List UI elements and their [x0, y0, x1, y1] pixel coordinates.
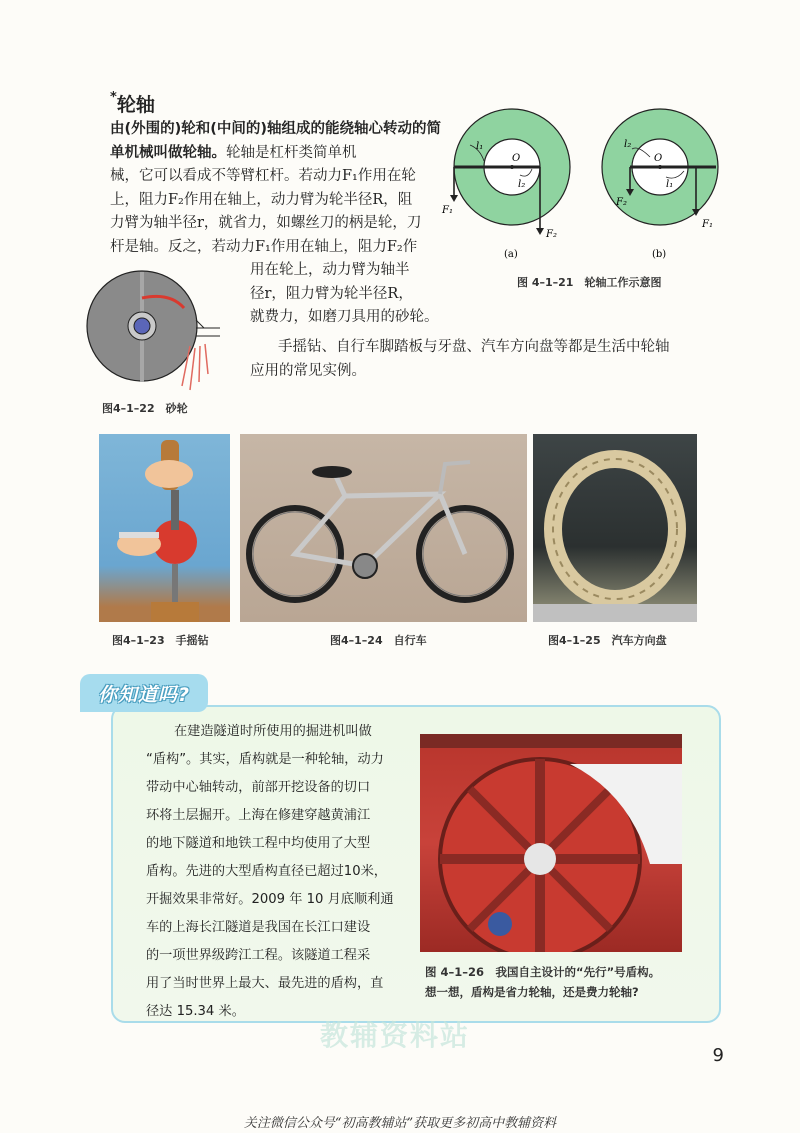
hand-drill-photo	[99, 434, 230, 622]
paragraph-line: 力臂为轴半径r，就省力，如螺丝刀的柄是轮，刀	[110, 215, 422, 231]
figure-caption: 图4–1–25 汽车方向盘	[548, 634, 667, 647]
figure-caption: 图4–1–24 自行车	[330, 634, 427, 647]
paragraph-line: 械，它可以看成不等臂杠杆。若动力F₁作用在轮	[110, 168, 416, 184]
diagram-b-label: (b)	[652, 249, 667, 260]
diagram-a-l2: l₂	[518, 179, 526, 190]
wheel-axle-diagram	[440, 105, 730, 265]
text-line: 径达 15.34 米。	[146, 1004, 245, 1019]
diagram-a-l1: l₁	[476, 141, 484, 152]
paragraph-line: 应用的常见实例。	[250, 362, 366, 379]
diagram-a	[450, 109, 570, 235]
paragraph-line: 轮轴是杠杆类简单机	[226, 144, 357, 161]
diagram-b-l2: l₂	[624, 139, 632, 150]
diagram-b-l1: l₁	[666, 179, 674, 190]
section-title	[110, 90, 155, 117]
paragraph-body	[110, 165, 450, 259]
figure-caption: 图 4–1–26 我国自主设计的“先行”号盾构。	[425, 965, 661, 979]
diagram-b-f1: F₁	[702, 219, 713, 230]
text-line: 开掘效果非常好。2009 年 10 月底顺利通	[146, 892, 394, 907]
diagram-b-o: O	[654, 153, 663, 164]
grinding-wheel-illustration	[78, 268, 238, 398]
shield-machine-photo	[420, 734, 682, 952]
optional-mark: *	[110, 90, 117, 105]
paragraph-definition	[110, 118, 445, 165]
text-line: 盾构。先进的大型盾构直径已超过10米，	[146, 864, 387, 879]
diagram-a-f2: F₂	[546, 229, 557, 240]
paragraph-line: 手摇钻、自行车脚踏板与牙盘、汽车方向盘等都是生活中轮轴	[278, 339, 670, 355]
text-line: “盾构”。其实，盾构就是一种轮轴，动力	[146, 752, 384, 767]
paragraph-line: 就费力，如磨刀具用的砂轮。	[250, 309, 439, 325]
text-line: 车的上海长江隧道是我国在长江口建设	[146, 920, 371, 935]
diagram-a-o: O	[512, 153, 521, 164]
paragraph-line: 上，阻力F₂作用在轴上，动力臂为轮半径R，阻	[110, 191, 413, 208]
steering-wheel-photo	[533, 434, 697, 622]
figure-caption-question: 想一想，盾构是省力轮轴，还是费力轮轴?	[425, 985, 639, 999]
page-number: 9	[712, 1045, 724, 1066]
paragraph-line: 用在轮上，动力臂为轴半	[250, 262, 410, 278]
diagram-a-label: (a)	[504, 249, 518, 260]
paragraph-body-indented	[250, 259, 470, 330]
text-line: 环将土层掘开。上海在修建穿越黄浦江	[146, 808, 371, 823]
text-line: 的一项世界级跨江工程。该隧道工程采	[146, 948, 371, 963]
paragraph-line: 杆是轴。反之，若动力F₁作用在轴上，阻力F₂作	[110, 238, 418, 255]
text-line: 用了当时世界上最大、最先进的盾构，直	[146, 976, 384, 991]
text-line: 在建造隧道时所使用的掘进机叫做	[174, 724, 372, 739]
section-title-text: 轮轴	[116, 94, 155, 116]
paragraph-line: 径r，阻力臂为轮半径R，	[250, 285, 413, 302]
figure-caption: 图 4–1–21 轮轴工作示意图	[517, 276, 662, 289]
footer-note: 关注微信公众号“初高教辅站”获取更多初高中教辅资料	[243, 1116, 557, 1131]
bicycle-photo	[240, 434, 527, 622]
text-line: 带动中心轴转动，前部开挖设备的切口	[146, 780, 371, 795]
did-you-know-text	[146, 718, 406, 1026]
diagram-b-f2: F₂	[616, 197, 627, 208]
text-line: 的地下隧道和地铁工程中均使用了大型	[146, 836, 371, 851]
figure-caption: 图4–1–22 砂轮	[102, 402, 188, 415]
watermark: 教辅资料站	[320, 1019, 471, 1052]
figure-caption: 图4–1–23 手摇钻	[112, 634, 209, 647]
paragraph-examples	[250, 336, 730, 383]
did-you-know-badge: 你知道吗?	[80, 674, 208, 712]
diagram-a-f1: F₁	[442, 205, 453, 216]
definition-bold: 由(外围的)轮和(中间的)轴组成的能绕轴心转动的简单机械叫做轮轴。	[110, 121, 442, 161]
